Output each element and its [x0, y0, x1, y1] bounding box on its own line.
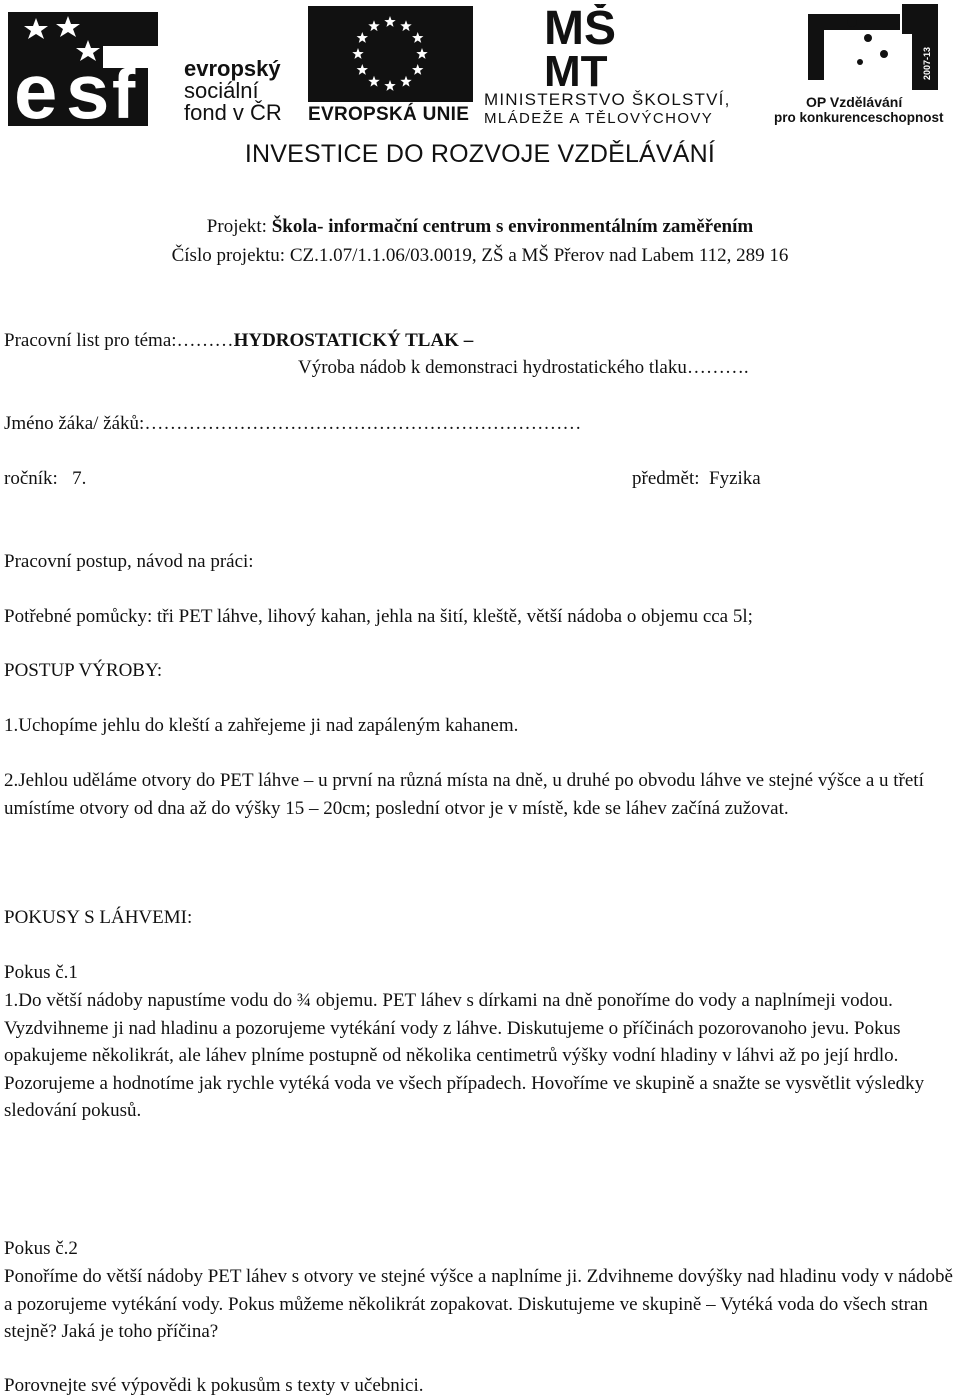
subject-line	[632, 466, 761, 492]
step-2: 2.Jehlou uděláme otvory do PET láhve – u první na různá místa na dně, u druhé po obvodu láhve ve stejné výšce a u třetí umístíme otvory od dna až do výšky 15 – 20cm; poslední otvor je v místě, kde se láhev začíná zužovat.	[4, 770, 924, 819]
grade-label: ročník:	[4, 468, 58, 489]
op-mark-icon	[790, 4, 940, 90]
svg-text:f: f	[112, 55, 136, 126]
op-logo	[774, 4, 944, 128]
subtopic: Výroba nádob k demonstraci hydrostatického tlaku……….	[298, 357, 749, 378]
ministry-line-1: MINISTERSTVO ŠKOLSTVÍ,	[484, 90, 731, 109]
op-badge-text: 2007-13	[922, 46, 932, 80]
svg-text:e: e	[14, 47, 58, 126]
eu-flag-icon	[308, 6, 473, 102]
esf-line-3: fond v ČR	[184, 100, 282, 125]
pokus-1-text: 1.Do větší nádoby napustíme vodu do ¾ objemu. PET láhev s dírkami na dně ponoříme do vody a naplnímeji vodou. Vyzdvihneme ji nad hladinu a pozorujeme vytékání vody z láhve. Diskutujeme o příčinách pozorovanoho jevu. Pokus opakujeme několikrát, ale láhev plníme postupně od několika centimetrů výšky vodní hladiny v láhvi až po její hrdlo. Pozorujeme a hodnotíme jak rychle vytéká voda ve všech případech. Hovoříme ve skupině a snažte se vysvětlit výsledky sledování pokusů.	[4, 990, 925, 1121]
subject-label: předmět:	[632, 468, 700, 489]
grade-line	[4, 466, 86, 492]
msmt-logo	[480, 4, 780, 128]
project-name: Škola- informační centrum s environmentálním zaměřením	[271, 216, 754, 237]
topic-line	[4, 328, 473, 354]
step-1: 1.Uchopíme jehlu do kleští a zahřejeme ji nad zapáleným kahanem.	[4, 715, 519, 736]
investice-banner: INVESTICE DO ROZVOJE VZDĚLÁVÁNÍ	[244, 140, 716, 168]
ministry-line-2: MLÁDEŽE A TĚLOVÝCHOVY	[484, 110, 714, 127]
project-label: Projekt:	[206, 216, 272, 237]
project-number-line: Číslo projektu: CZ.1.07/1.1.06/03.0019, ZŠ a MŠ Přerov nad Labem 112, 289 16	[171, 245, 789, 266]
topic-label: Pracovní list pro téma:………	[4, 330, 234, 351]
pokus-1-title: Pokus č.1	[4, 962, 78, 983]
svg-text:MT: MT	[544, 47, 608, 88]
pokus-2-title: Pokus č.2	[4, 1238, 78, 1259]
closing-line: Porovnejte své výpovědi k pokusům s texty v učebnici.	[4, 1375, 424, 1396]
tools-line: Potřebné pomůcky: tři PET láhve, lihový kahan, jehla na šití, kleště, větší nádoba o objemu cca 5l;	[4, 606, 753, 627]
topic: HYDROSTATICKÝ TLAK –	[233, 330, 474, 351]
subject-value: Fyzika	[709, 468, 761, 489]
msmt-mark-icon	[480, 4, 780, 88]
section-title-experiments: POKUSY S LÁHVEMI:	[4, 907, 193, 928]
esf-line-1: evropský	[184, 56, 281, 81]
svg-text:s: s	[66, 47, 110, 126]
svg-text:MŠ: MŠ	[544, 4, 616, 55]
op-line-2: pro konkurenceschopnost	[774, 110, 944, 125]
esf-logo	[8, 6, 306, 126]
project-line	[0, 214, 960, 240]
eu-logo	[308, 6, 473, 128]
grade-value: 7.	[72, 468, 87, 489]
procedure-heading: Pracovní postup, návod na práci:	[4, 551, 254, 572]
op-line-1: OP Vzdělávání	[806, 94, 903, 110]
pokus-2-text: Ponoříme do větší nádoby PET láhev s otvory ve stejné výšce a naplníme ji. Zdvihneme dovýšky nad hladinu vody v nádobě a pozorujeme vytékání vody. Pokus můžeme několikrát zopakovat. Diskutujeme ve skupině – Vytéká voda do všech stran stejně? Jaká je toho příčina?	[4, 1266, 953, 1342]
esf-mark-icon	[8, 6, 188, 126]
eu-label: EVROPSKÁ UNIE	[308, 104, 470, 125]
esf-line-2: sociální	[184, 78, 259, 103]
student-name-label: Jméno žáka/ žáků:……………………………………………………………	[4, 413, 582, 434]
section-title-production: POSTUP VÝROBY:	[4, 660, 163, 681]
